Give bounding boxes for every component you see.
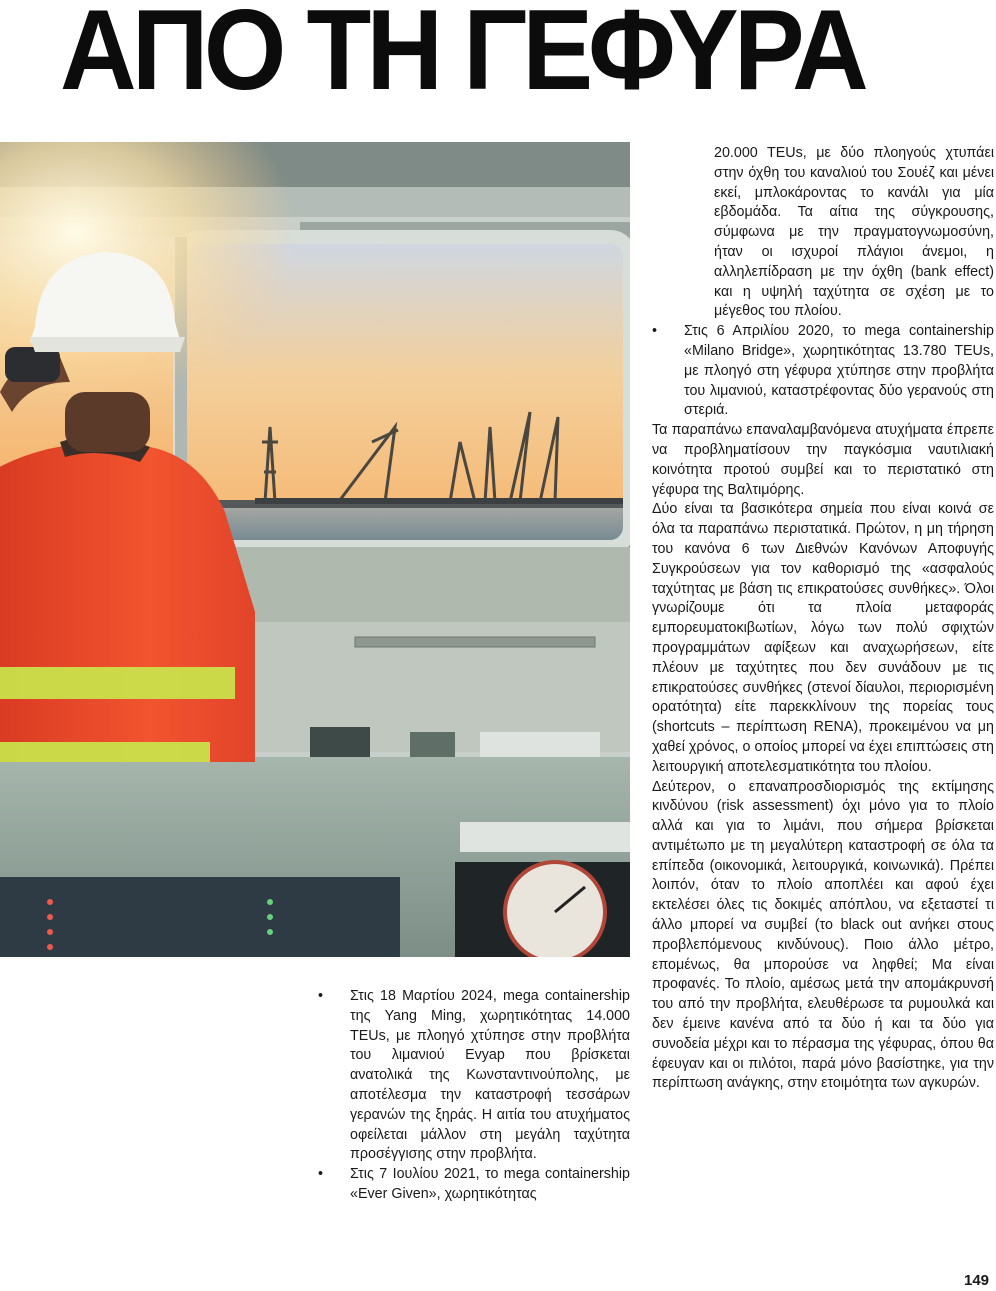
- list-item: [318, 987, 630, 1165]
- bullet-text: Στις 7 Ιουλίου 2021, το mega containership «Ever Given», χωρητικότητας: [350, 1166, 630, 1202]
- bullet-icon: •: [318, 988, 324, 1004]
- ship-bridge-photo: [0, 142, 630, 957]
- page-number: 149: [964, 1272, 990, 1289]
- paragraph: Τα παραπάνω επαναλαμβανόμενα ατυχήματα έπρεπε να προβληματίσουν την παγκόσμια ναυτιλιακή κοινότητα προτού συμβεί και το περιστατικό στη γέφυρα της Βαλτιμόρης.: [652, 422, 994, 498]
- list-item: [652, 322, 994, 421]
- paragraph: Δεύτερον, ο επαναπροσδιορισμός της εκτίμησης κινδύνου (risk assessment) όχι μόνο για το πλοίο αλλά και για το λιμάνι, που σήμερα βρίσκεται αντιμέτωπο με τη μεγαλύτερη καταστροφή σε όλα τα επίπεδα (οικονομικά, λειτουργικά, κοινωνικά). Πρέπει λοιπόν, όταν το πλοίο αποπλέει και αφού έχει εκτελέσει όλες τις δοκιμές απόπλου, να εξεταστεί τι άλλο μπορεί να συμβεί (το black out ανήκει στους προβλεπόμενους κινδύνους). Ποιο άλλο μέτρο, επομένως, θα μπορούσε να ληφθεί; Μα είναι προφανές. Το πλοίο, αμέσως μετά την απομάκρυνσή του από την προβλήτα, ελευθέρωσε τα ρυμουλκά και δεν έμεινε κανένα από τα δύο ή και τα δύο για συνοδεία μέχρι και το πέρασμα της γέφυρας, όπου θα έφευγαν και οι πιλότοι, παρά μόνο βασίστηκε, για την περίπτωση ανάγκης, στην ετοιμότητα των αγκυρών.: [652, 778, 994, 1092]
- list-item: [318, 1165, 630, 1205]
- bullet-icon: •: [318, 1166, 324, 1183]
- continued-bullet-text: 20.000 TEUs, με δύο πλοηγούς χτυπάει στην όχθη του καναλιού του Σουέζ και μένει εκεί, μπλοκάροντας το κανάλι για μία εβδομάδα. Τα αίτια της σύγκρουσης, σύμφωνα με την πραγματογνωμοσύνη, ήταν οι ισχυροί πλάγιοι άνεμοι, η αλληλεπίδραση με την όχθη (bank effect) και η υψηλή ταχύτητα σε σχέση με το μέγεθος του πλοίου.: [714, 145, 994, 320]
- page-title: ΑΠΟ ΤΗ ΓΕΦΥΡΑ: [60, 0, 865, 114]
- paragraph: Δύο είναι τα βασικότερα σημεία που είναι κοινά σε όλα τα παραπάνω περιστατικά. Πρώτον, η μη τήρηση του κανόνα 6 των Διεθνών Κανόνων Αποφυγής Συγκρούσεων για τον καθορισμό της «ασφαλούς ταχύτητας με βάση τις επικρατούσες συνθήκες». Όλοι γνωρίζουμε ότι τα πλοία μεταφοράς εμπορευματοκιβωτίων, λόγω των πολύ σφιχτών προγραμμάτων αφίξεων και αναχωρήσεων, είτε πλέουν με ταχύτητες που δεν συνάδουν με τις επικρατούσες συνθήκες (στενοί δίαυλοι, περιορισμένη ορατότητα) είτε παρεκκλίνουν της πορείας τους (shortcuts – περίπτωση RENA), προκειμένου να μη χαθεί χρόνος, ο οποίος μπορεί να έχει επιπτώσεις στη λειτουργική αποτελεσματικότητα του πλοίου.: [652, 501, 994, 775]
- bullet-text: Στις 6 Απριλίου 2020, το mega containership «Milano Bridge», χωρητικότητας 13.780 TEUs, με πλοηγό στη γέφυρα χτύπησε στην προβλήτα του λιμανιού, καταστρέφοντας δύο γερανούς στη στεριά.: [684, 323, 994, 419]
- right-text-column: [652, 144, 994, 1094]
- bullet-icon: •: [652, 323, 658, 340]
- bullet-text: Στις 18 Μαρτίου 2024, mega containership της Yang Ming, χωρητικότητας 14.000 TEUs, με πλοηγό χτύπησε στην προβλήτα του λιμανιού Evyap που βρίσκεται ανατολικά της Κωνσταντινούπολης, με αποτέλεσμα την καταστροφή τεσσάρων γερανών της ξηράς. Η αιτία του ατυχήματος οφείλεται μάλλον στη μεγάλη ταχύτητα προσέγγισης στην προβλήτα.: [350, 988, 630, 1163]
- left-text-column: [318, 987, 630, 1205]
